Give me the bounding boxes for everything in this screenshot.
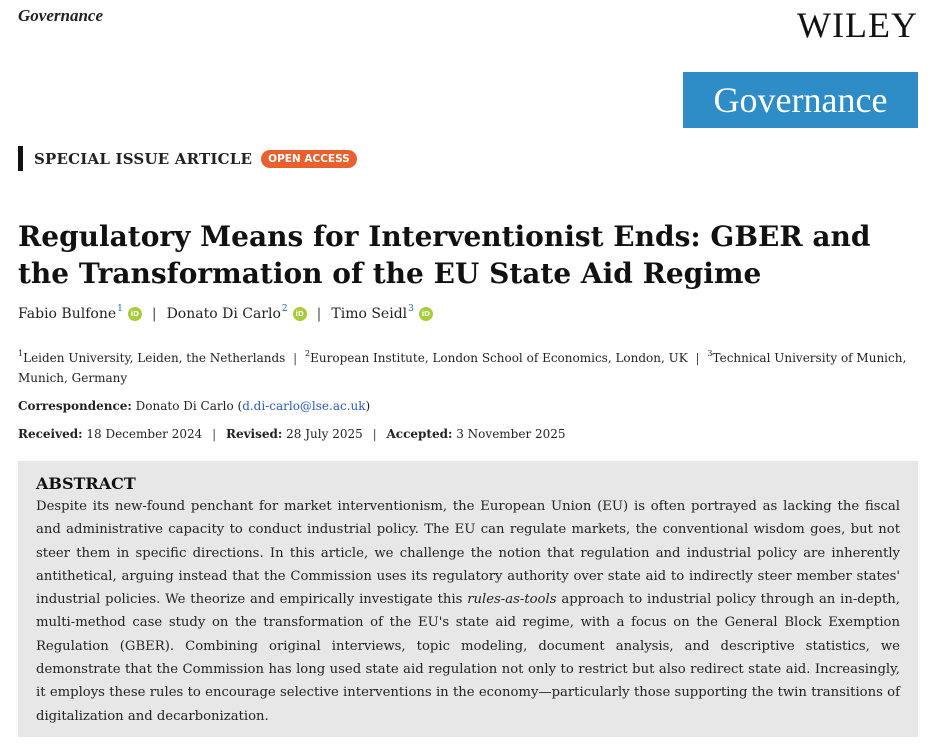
received-label: Received: — [18, 427, 83, 441]
abstract-text-part: Despite its new-found penchant for market interventionism, the European Union (EU) is often portrayed as lacking the fiscal and administrative capacity to conduct industrial policy. The EU can regulate markets, the conventional wisdom goes, but not steer them in specific directions. In this article, we challenge the notion that regulation and industrial policy are inherently antithetical, arguing instead that the Commission uses its regulatory authority over state aid to indirectly steer member states' industrial policies. We theorize and empirically investigate this — [36, 499, 900, 608]
author-affiliation-sup[interactable]: 1 — [117, 304, 123, 314]
abstract-text — [36, 495, 900, 728]
abstract-box — [18, 461, 918, 737]
article-type — [18, 146, 357, 171]
author — [331, 306, 433, 322]
abstract-text-part: approach to industrial policy through an in-depth, multi-method case study on the transformation of the EU's state aid regime, with a focus on the General Block Exemption Regulation (GBER). Combining original interviews, topic modeling, document analysis, and descriptive statistics, we demonstrate that the Commission has long used state aid regulation not only to restrict but also redirect state aid. Increasingly, it employs these rules to encourage selective interventions in the economy—particularly those supporting the twin transitions of digitalization and decarbonization. — [36, 592, 900, 724]
author-separator: | — [316, 306, 322, 322]
revised-label: Revised: — [225, 427, 283, 441]
affiliation-sup: 2 — [305, 349, 311, 358]
orcid-icon[interactable]: iD — [293, 307, 307, 321]
received-date: 18 December 2024 — [86, 427, 203, 441]
orcid-icon[interactable]: iD — [419, 307, 433, 321]
article-title: Regulatory Means for Interventionist Ends: GBER and the Transformation of the EU State Aid Regime — [18, 220, 871, 290]
author-affiliation-sup[interactable]: 2 — [281, 304, 288, 314]
open-access-badge: OPEN ACCESS — [261, 150, 357, 168]
accepted-label: Accepted: — [386, 427, 453, 441]
correspondence-open-paren: ( — [237, 399, 243, 413]
revised-date: 28 July 2025 — [286, 427, 363, 441]
article-type-bar — [18, 146, 23, 171]
author-separator: | — [151, 306, 157, 322]
date-separator: | — [212, 427, 217, 441]
affiliation-separator: | — [695, 351, 700, 365]
affiliation-separator: | — [293, 351, 298, 365]
journal-banner-logo[interactable]: Governance — [683, 72, 918, 128]
author-affiliation-sup[interactable]: 3 — [408, 304, 414, 314]
correspondence-close-paren: ) — [365, 399, 371, 413]
correspondence-label: Correspondence: — [18, 399, 132, 413]
correspondence — [18, 399, 370, 413]
article-dates — [18, 427, 566, 441]
article-type-label: SPECIAL ISSUE ARTICLE — [34, 149, 253, 168]
affiliation-text: Technical University of Munich, Munich, Germany — [18, 351, 907, 385]
wiley-logo[interactable]: WILEY — [797, 5, 918, 45]
affiliation-text: European Institute, London School of Economics, London, UK — [310, 351, 688, 365]
correspondence-name: Donato Di Carlo — [135, 399, 234, 413]
accepted-date: 3 November 2025 — [456, 427, 566, 441]
date-separator: | — [372, 427, 377, 441]
author-name[interactable]: Fabio Bulfone — [18, 306, 117, 322]
orcid-icon[interactable]: iD — [128, 307, 142, 321]
author — [167, 306, 307, 322]
author — [18, 306, 142, 322]
correspondence-email-link[interactable]: d.di-carlo@lse.ac.uk — [242, 399, 366, 413]
affiliation-text: Leiden University, Leiden, the Netherlands — [23, 351, 286, 365]
author-name[interactable]: Timo Seidl — [331, 306, 408, 322]
affiliation-sup: 1 — [18, 349, 24, 358]
journal-name: Governance — [18, 6, 103, 25]
affiliations — [18, 345, 918, 388]
author-name[interactable]: Donato Di Carlo — [166, 306, 281, 322]
affiliation-sup: 3 — [707, 349, 713, 358]
abstract-heading: ABSTRACT — [36, 474, 136, 493]
abstract-italic-term: rules-as-tools — [467, 592, 557, 608]
author-list — [18, 306, 433, 322]
